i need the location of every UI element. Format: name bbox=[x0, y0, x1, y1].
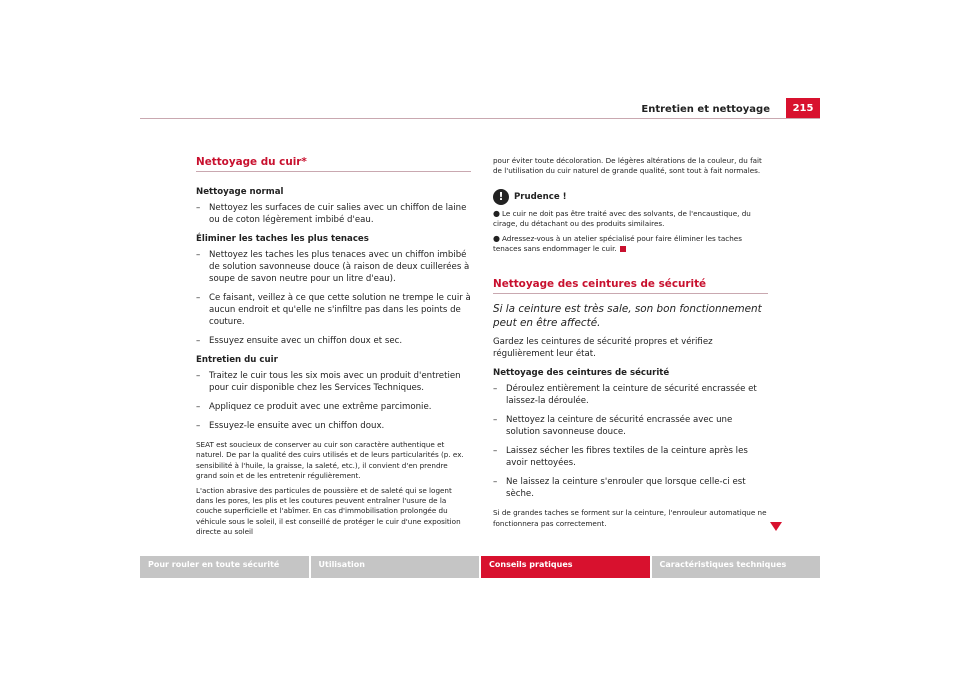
list-item: – Essuyez ensuite avec un chiffon doux et sec. bbox=[196, 336, 403, 346]
list-item: – Nettoyez la ceinture de sécurité encrassée avec une solution savonneuse douce. bbox=[493, 415, 733, 438]
note-paragraph: SEAT est soucieux de conserver au cuir son caractère authentique et naturel. De par la qualité des cuirs utilisés et de leurs particularités (p. ex. sensibilité à l'huile, la graisse, la saleté, etc.), il convient d'en prendre grand soin et de les entretenir régulièrement. bbox=[196, 440, 464, 481]
bullet-icon: ● bbox=[493, 233, 500, 243]
tab-technical-data[interactable]: Caractéristiques techniques bbox=[650, 556, 821, 578]
exclamation-icon: ! bbox=[493, 189, 509, 205]
caution-box bbox=[493, 189, 768, 255]
footer-nav bbox=[140, 556, 820, 578]
subheading-belt-cleaning: Nettoyage des ceintures de sécurité bbox=[493, 368, 670, 379]
header-divider bbox=[140, 118, 820, 119]
note-paragraph: Si de grandes taches se forment sur la ceinture, l'enrouleur automatique ne fonctionnera pas correctement. bbox=[493, 508, 767, 528]
list-item: – Nettoyez les surfaces de cuir salies avec un chiffon de laine ou de coton légèrement imbibé d'eau. bbox=[196, 203, 467, 225]
list-item: – Laissez sécher les fibres textiles de la ceinture après les avoir nettoyées. bbox=[493, 446, 748, 469]
section-subtitle: Si la ceinture est très sale, son bon fonctionnement peut en être affecté. bbox=[493, 303, 762, 330]
tab-safety[interactable]: Pour rouler en toute sécurité bbox=[140, 556, 309, 578]
caution-title: Prudence ! bbox=[514, 191, 567, 202]
intro-paragraph: Gardez les ceintures de sécurité propres et vérifiez régulièrement leur état. bbox=[493, 337, 713, 360]
seatbelt-section bbox=[493, 278, 768, 529]
list-item: – Appliquez ce produit avec une extrême parcimonie. bbox=[196, 402, 432, 412]
page-number: 215 bbox=[786, 98, 820, 118]
right-column bbox=[493, 156, 768, 529]
note-paragraph-continued: pour éviter toute décoloration. De légères altérations de la couleur, du fait de l'utilisation du cuir naturel de grande qualité, sont tout à fait normales. bbox=[493, 156, 762, 176]
section-title-leather: Nettoyage du cuir* bbox=[196, 156, 471, 172]
list-item: – Déroulez entièrement la ceinture de sécurité encrassée et laissez-la déroulée. bbox=[493, 384, 757, 407]
section-end-icon bbox=[620, 246, 626, 252]
list-item: – Nettoyez les taches les plus tenaces avec un chiffon imbibé de solution savonneuse douce (à raison de deux cuillerées à soupe de savon neutre pour un litre d'eau). bbox=[196, 250, 470, 284]
note-paragraph: L'action abrasive des particules de poussière et de saleté qui se logent dans les pores, les plis et les coutures peuvent entraîner l'usure de la couche superficielle et l'abîmer. En cas d'immobilisation prolongée du véhicule sous le soleil, il est conseillé de protéger le cuir d'une exposition directe au soleil bbox=[196, 485, 461, 537]
bullet-icon: ● bbox=[493, 208, 500, 218]
caution-bullet: ● Adressez-vous à un atelier spécialisé pour faire éliminer les taches tenaces sans endommager le cuir. bbox=[493, 233, 742, 254]
left-column bbox=[196, 156, 471, 538]
list-item: – Ne laissez la ceinture s'enrouler que lorsque celle-ci est sèche. bbox=[493, 477, 746, 500]
tab-practical-tips[interactable]: Conseils pratiques bbox=[479, 556, 650, 578]
caution-bullet: ● Le cuir ne doit pas être traité avec des solvants, de l'encaustique, du cirage, du détachant ou des produits similaires. bbox=[493, 208, 751, 229]
list-item: – Ce faisant, veillez à ce que cette solution ne trempe le cuir à aucun endroit et qu'elle ne s'infiltre pas dans les points de couture. bbox=[196, 293, 471, 327]
subheading-normal-cleaning: Nettoyage normal bbox=[196, 187, 284, 197]
subheading-stubborn-stains: Éliminer les taches les plus tenaces bbox=[196, 234, 369, 244]
list-item: – Essuyez-le ensuite avec un chiffon doux. bbox=[196, 421, 385, 431]
next-page-arrow-icon bbox=[770, 522, 782, 531]
chapter-title: Entretien et nettoyage bbox=[641, 104, 770, 115]
subheading-leather-care: Entretien du cuir bbox=[196, 355, 278, 365]
tab-operation[interactable]: Utilisation bbox=[309, 556, 480, 578]
section-title-seatbelts: Nettoyage des ceintures de sécurité bbox=[493, 278, 768, 294]
list-item: – Traitez le cuir tous les six mois avec un produit d'entretien pour cuir disponible chez les Services Techniques. bbox=[196, 371, 461, 393]
